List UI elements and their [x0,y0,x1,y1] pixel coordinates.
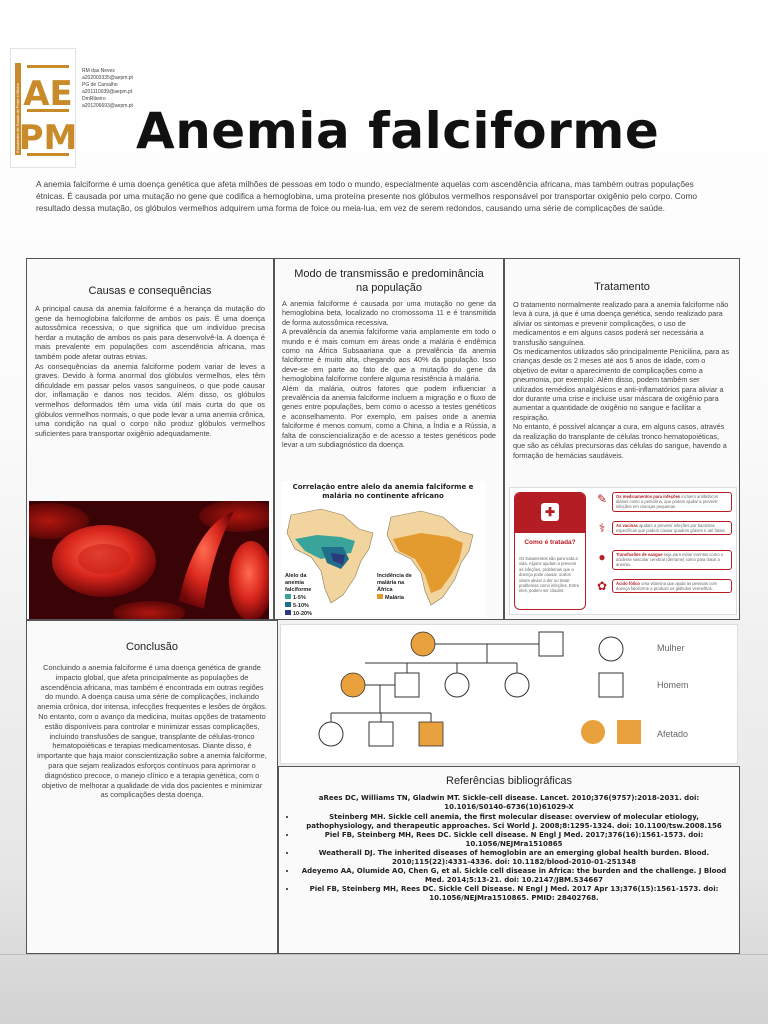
pedigree-legend-male: Homem [657,680,689,690]
reference-item: • Piel FB, Steinberg MH, Rees DC. Sickle Cell Disease. N Engl J Med. 2017 Apr 13;376(15):1561-1573. doi: 10.1056/NEJMra1510865. PMID: 28402768. [297,885,731,903]
infographic-item-box [612,579,732,593]
infographic-item-box [612,492,732,512]
logo-side-text: Estudantes de Saúde do Porto e Minho [15,83,20,153]
author-line: DmRibeiro [82,96,106,102]
legend-malaria-item [377,594,417,602]
modo-title: Modo de transmissão e predominância na população [294,268,484,294]
modo-paragraph-1: A anemia falciforme é causada por uma mutação no gene da hemoglobina beta, localizado no cromossoma 11 e é transmitida de forma autossômica recessiva. [282,299,496,327]
africa-map-figure [281,481,485,617]
pedigree-legend-female: Mulher [657,643,685,653]
infographic-left-text: Os tratamentos são para toda a vida. Alguns ajudam a prevenir as infeções, problemas que a doença pode causar, outros visam aliviar a dor ou tratar problemas como infeções. Entre eles, podem ser citados: [519,556,580,594]
infographic-items [592,492,734,608]
legend-label: 10-20% [293,611,312,617]
infographic-item-title: Ácido fólico [616,581,640,586]
infographic-item-text: incluem antibióticos diários como a penicilina, que podem ajudar a prevenir infeções em crianças pequenas. [616,494,718,510]
pedigree-legend-affected: Afetado [657,729,689,739]
footer-divider [0,954,768,955]
logo-letters-top: AE [23,74,73,114]
infographic-item [592,579,734,608]
panel-causas [26,258,274,620]
reference-item: • Weatherall DJ. The inherited diseases of hemoglobin are an emerging global health burden. Blood. 2010;115(22):4331-4336. doi: 10.1182/blood-2010-01-251348 [297,849,731,867]
infographic-item-box [612,550,732,570]
infographic-item-title: Transfusões de sangue [616,552,663,557]
legend-swatch [377,594,383,599]
panel-conclusao [26,620,278,954]
author-line: PG de Carvalho [82,82,118,88]
pills-icon: ✎ [596,492,608,506]
references-list [279,813,731,903]
infographic-item-title: Os medicamentos para infeções [616,494,681,499]
author-line: a201206693@aepm.pt [82,103,133,109]
infographic-item [592,521,734,550]
medicine-bottle-icon: ✚ [541,503,559,521]
infographic-card-header [515,493,585,533]
panel-modo-transmissao [274,258,504,620]
causas-title: Causas e consequências [88,285,212,297]
infographic-left-card [514,492,586,610]
infographic-question: Como é tratada? [524,539,576,546]
modo-paragraph-2: A prevalência da anemia falciforme varia amplamente em todo o mundo e é mais comum em áreas onde a malária é endêmica como na África Subsaariana que a prevalência da anemia falciforme é muito alta, chegando aos 40% da população. Isso deve-se em parte ao fato de que a mutação do gene da hemoglobina falciforme confere alguma resistência à malária. [282,327,496,384]
tratamento-title: Tratamento [594,281,650,293]
legend-label: 1-5% [293,595,306,601]
tratamento-paragraph-1: O tratamento normalmente realizado para a anemia falciforme não leva à cura, já que é uma doença genética, sendo realizado para aliviar os sintomas e prevenir complicações, o uso de medicamentos e em alguns casos poderá ser necessária a transfusão sanguínea. [513,300,729,347]
legend-malaria [377,573,417,602]
legend-swatch [285,594,291,599]
legend-allele [285,573,325,618]
aepm-logo [10,48,76,168]
author-line: RM das Neves [82,68,115,74]
vitamin-icon: ✿ [596,579,608,593]
page-title: Anemia falciforme [136,102,660,160]
treatment-infographic [509,487,737,615]
blood-bag-icon: ● [598,550,606,564]
causas-paragraph-2: As consequências da anemia falciforme podem variar de leves a graves. Devido à forma anormal dos glóbulos vermelhos, eles têm dificuldade em passar pelos vasos sanguíneos, o que pode causar dor, inflamação e danos nos tecidos. Além disso, os glóbulos vermelhos deformados têm uma vida útil mais curta do que os glóbulos vermelhos normais, o que pode levar a uma anemia crônica, uma condição na qual o corpo não produz glóbulos vermelhos suficientes para transportar oxigênio adequadamente. [35,361,265,438]
legend-allele-title: Alelo da anemia falciforme [285,573,312,593]
conclusao-text: Concluindo a anemia falciforme é uma doença genética de grande impacto global, que afeta principalmente as populações de ascendência africana, mas também é encontrada em outras regiões do mundo. A doença causa uma série de complicações, incluindo anemia crônica, dor intensa, infecções frequentes e lesões de órgãos. No entanto, com o avanço da medicina, muitas opções de tratamento estão disponíveis para controlar e minimizar essas complicações, incluindo transfusões de sangue, transplante de células-tronco hematopoiéticas e terapias medicamentosas. Diante disso, é importante que haja maior conscientização sobre a anemia falciforme, para que sejam realizados esforços contínuos para aprimorar o diagnóstico precoce, o manejo clínico e a terapia genética, com o objetivo de melhorar a qualidade de vida dos pacientes e minimizar as complicações desta doença. [37,663,267,800]
map-title: Correlação entre alelo da anemia falciforme e malária no continente africano [292,483,474,500]
syringe-icon: ⚕ [598,521,606,535]
tratamento-paragraph-3: No entanto, é possível alcançar a cura, em alguns casos, através da realização do transplante de células tronco hematopoiéticas, que são as células precursoras das células do sangue, havendo a formação de hemácias saudáveis. [513,422,727,460]
sickle-cells-illustration [29,501,269,619]
aepm-logo-mark [11,49,75,167]
infographic-item-text: uma vitamina que ajuda as pessoas com doença falciforme a produzir os glóbulos vermelhos. [616,581,718,592]
tratamento-paragraph-2: Os medicamentos utilizados são principalmente Penicilina, para as crianças desde os 2 meses até aos 5 anos de idade, com o objetivo de evitar o aparecimento de complicações como a pneumonia, por exemplo. Além disso, podem também ser utilizados remédios analgésicos e anti-inflamatórios para aliviar a dor durante uma crise e incluise usar máscara de oxigênio para aumentar a quantidade de oxigênio no sangue e facilitar a respiração. [513,347,730,422]
reference-item: • Piel FB, Steinberg MH, Rees DC. Sickle cell disease. N Engl J Med. 2017;376(16):1561-1573. doi: 10.1056/NEJMra1510865 [297,831,731,849]
infographic-item [592,550,734,579]
red-blood-cells-image [29,501,269,619]
pedigree-chart [280,624,738,764]
infographic-item-text: seja para evitar eventos como o acidente vascular cerebral (derrame) como para tratar a anemia. [616,552,724,568]
reference-item: • Adeyemo AA, Olumide AO, Chen G, et al. Sickle cell disease in Africa: the burden and the challenge. J Blood Med. 2014;5:13-21. doi: 10.2147/JBM.S34667 [297,867,731,885]
legend-label: 5-10% [293,603,309,609]
infographic-item-text: ajudam a prevenir infeções por bactérias específicas que podem causar quadros graves e até fatais. [616,523,726,534]
panel-referencias [278,766,740,954]
reference-first: aRees DC, Williams TN, Gladwin MT. Sickle-cell disease. Lancet. 2010;376(9757):2018-2031. doi: 10.1016/S0140-6736(10)61029-X [318,794,700,811]
legend-malaria-title: Incidência de malária na África [377,573,412,593]
legend-allele-item [285,610,325,618]
panel-tratamento [504,258,740,620]
legend-allele-item [285,594,325,602]
logo-letters-bottom: PM [18,118,75,158]
conclusao-title: Conclusão [126,641,178,653]
modo-paragraph-3: Além da malária, outros fatores que podem influenciar a prevalência da anemia falciforme incluem a migração e o fluxo de genes entre populações, bem como o acesso a testes genéticos e aconselhamento. Por exemplo, em países onde a anemia falciforme é menos comum, como a China, a Índia e a Rússia, a falta de consciencialização e de acesso a testes genéticos pode levar a um subdiagnóstico da doença. [282,383,496,450]
author-line: a201110039@aepm.pt [82,89,133,95]
reference-item: • Steinberg MH. Sickle cell anemia, the first molecular disease: overview of molecular etiology, pathophysiology, and therapeutic approaches. Sci World J. 2008;8:1295-1324. doi: 10.1100/tsw.2008.156 [297,813,731,831]
infographic-item-title: As vacinas [616,523,638,528]
authors-block [82,68,133,110]
author-line: a202003335@aepm.pt [82,75,133,81]
infographic-item-box [612,521,732,535]
causas-paragraph-1: A principal causa da anemia falciforme é a herança da mutação do gene da hemoglobina falciforme de ambos os pais. É uma doença autossômica recessiva, o que significa que um indivíduo precisa herdar a mutação de ambos os pais para desenvolvê-la. A doença é mais prevalente em populações com ascendência africana, mas também pode afetar outras etnias. [35,304,265,361]
intro-text: A anemia falciforme é uma doença genética que afeta milhões de pessoas em todo o mundo, especialmente aquelas com ascendência africana, mas também outras populações étnicas. É causada por uma mutação no gene que codifica a hemoglobina, uma proteína presente nos glóbulos vermelhos responsável por transportar oxigênio pelo corpo. Como resultado dessa mutação, os glóbulos vermelhos adquirem uma forma de foice ou meia-lua, em vez de serem redondos, causando uma série de complicações de saúde. [36,179,698,213]
infographic-item [592,492,734,521]
legend-swatch [285,602,291,607]
legend-swatch [285,610,291,615]
legend-label: Malária [385,595,404,601]
referencias-title: Referências bibliográficas [446,775,572,787]
legend-allele-item [285,602,325,610]
